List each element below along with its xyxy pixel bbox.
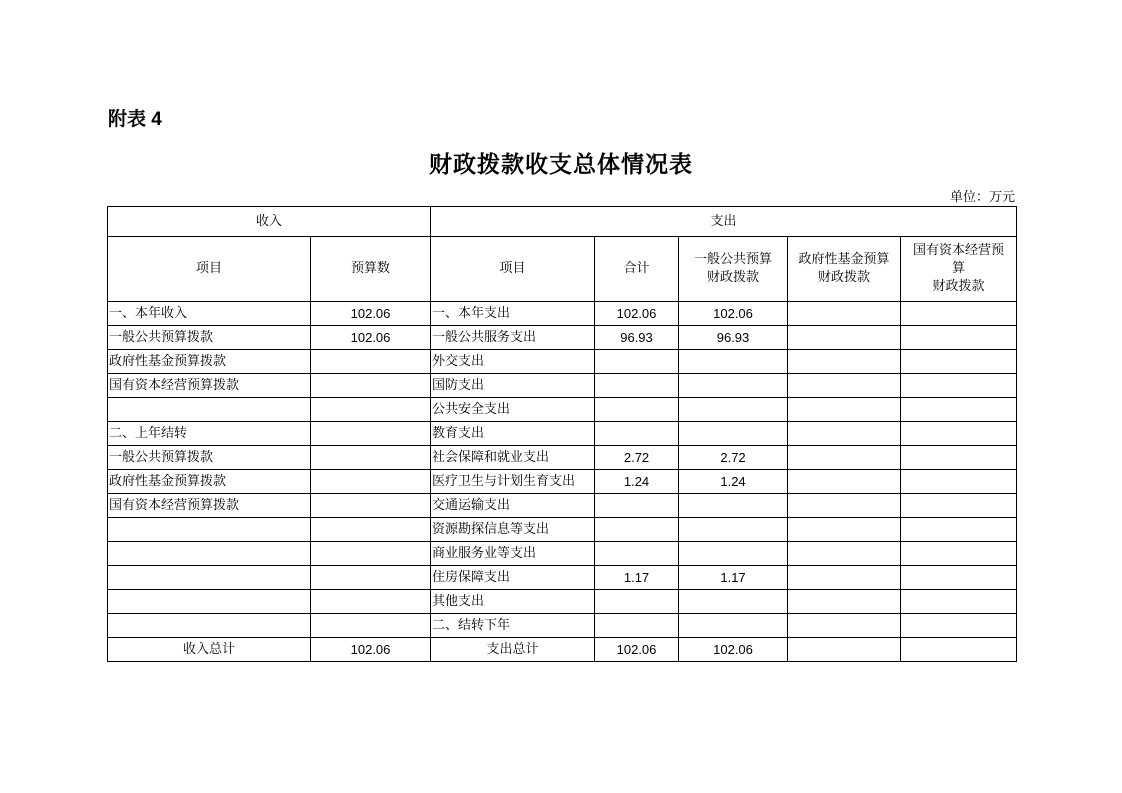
expense-item-cell: 公共安全支出 xyxy=(431,398,595,422)
expense-total-cell xyxy=(595,422,679,446)
expense-soe-header-line2: 算 xyxy=(952,261,966,276)
expense-total-value: 102.06 xyxy=(595,638,679,662)
income-budget-cell: 102.06 xyxy=(311,326,431,350)
income-item-cell: 政府性基金预算拨款 xyxy=(108,350,311,374)
income-budget-cell xyxy=(311,614,431,638)
expense-item-cell: 资源勘探信息等支出 xyxy=(431,518,595,542)
expense-soe-cell xyxy=(901,374,1017,398)
expense-fund-cell xyxy=(788,470,901,494)
income-budget-cell xyxy=(311,494,431,518)
expense-general-cell: 1.24 xyxy=(679,470,788,494)
income-item-cell: 一、本年收入 xyxy=(108,302,311,326)
income-item-cell xyxy=(108,566,311,590)
table-row xyxy=(108,350,1017,374)
expense-fund-cell xyxy=(788,542,901,566)
income-budget-header: 预算数 xyxy=(311,237,431,302)
table-row xyxy=(108,518,1017,542)
expense-general-total: 102.06 xyxy=(679,638,788,662)
expense-general-cell xyxy=(679,494,788,518)
income-budget-cell: 102.06 xyxy=(311,302,431,326)
expense-fund-cell xyxy=(788,518,901,542)
table-row xyxy=(108,542,1017,566)
expense-general-cell xyxy=(679,518,788,542)
expense-general-cell xyxy=(679,614,788,638)
income-budget-cell xyxy=(311,374,431,398)
income-budget-cell xyxy=(311,398,431,422)
expense-general-cell xyxy=(679,374,788,398)
expense-soe-cell xyxy=(901,542,1017,566)
expense-total-cell xyxy=(595,518,679,542)
expense-soe-header xyxy=(901,237,1017,302)
budget-table xyxy=(107,206,1017,662)
expense-soe-cell xyxy=(901,446,1017,470)
expense-general-header xyxy=(679,237,788,302)
expense-total-header: 合计 xyxy=(595,237,679,302)
expense-total-cell: 1.17 xyxy=(595,566,679,590)
expense-total-cell xyxy=(595,494,679,518)
income-budget-cell xyxy=(311,446,431,470)
expense-total-cell: 1.24 xyxy=(595,470,679,494)
expense-total-cell: 102.06 xyxy=(595,302,679,326)
income-item-cell: 政府性基金预算拨款 xyxy=(108,470,311,494)
expense-general-cell: 102.06 xyxy=(679,302,788,326)
expense-fund-cell xyxy=(788,326,901,350)
income-item-header: 项目 xyxy=(108,237,311,302)
expense-soe-total xyxy=(901,638,1017,662)
expense-total-cell xyxy=(595,374,679,398)
expense-general-header-line1: 一般公共预算 xyxy=(694,252,773,267)
expense-soe-cell xyxy=(901,398,1017,422)
expense-soe-header-line1: 国有资本经营预 xyxy=(913,243,1005,258)
income-item-cell: 一般公共预算拨款 xyxy=(108,446,311,470)
header-row-top xyxy=(108,207,1017,237)
expense-fund-cell xyxy=(788,422,901,446)
expense-general-cell xyxy=(679,398,788,422)
table-row xyxy=(108,470,1017,494)
expense-general-cell xyxy=(679,350,788,374)
attachment-label: 附表 4 xyxy=(108,109,162,130)
table-row xyxy=(108,302,1017,326)
expense-total-cell xyxy=(595,590,679,614)
expense-item-cell: 社会保障和就业支出 xyxy=(431,446,595,470)
income-item-cell: 一般公共预算拨款 xyxy=(108,326,311,350)
expense-total-label: 支出总计 xyxy=(431,638,595,662)
expense-soe-cell xyxy=(901,566,1017,590)
expense-general-cell xyxy=(679,542,788,566)
expense-general-cell xyxy=(679,590,788,614)
table-row xyxy=(108,566,1017,590)
table-row xyxy=(108,446,1017,470)
expense-item-cell: 外交支出 xyxy=(431,350,595,374)
expense-soe-cell xyxy=(901,614,1017,638)
expense-total-cell: 2.72 xyxy=(595,446,679,470)
table-row xyxy=(108,494,1017,518)
header-row-columns xyxy=(108,237,1017,302)
expense-item-cell: 二、结转下年 xyxy=(431,614,595,638)
expense-general-cell xyxy=(679,422,788,446)
income-budget-cell xyxy=(311,566,431,590)
income-budget-cell xyxy=(311,542,431,566)
expense-general-cell: 2.72 xyxy=(679,446,788,470)
expense-soe-cell xyxy=(901,422,1017,446)
table-row xyxy=(108,422,1017,446)
expense-soe-cell xyxy=(901,326,1017,350)
expense-item-cell: 住房保障支出 xyxy=(431,566,595,590)
expense-item-cell: 商业服务业等支出 xyxy=(431,542,595,566)
table-row xyxy=(108,374,1017,398)
income-item-cell: 国有资本经营预算拨款 xyxy=(108,374,311,398)
expense-fund-header-line2: 财政拨款 xyxy=(818,270,871,285)
income-budget-cell xyxy=(311,350,431,374)
expense-item-cell: 一、本年支出 xyxy=(431,302,595,326)
expense-general-header-line2: 财政拨款 xyxy=(707,270,760,285)
income-budget-cell xyxy=(311,470,431,494)
expense-soe-cell xyxy=(901,494,1017,518)
unit-label: 单位：万元 xyxy=(949,190,1015,205)
table-row xyxy=(108,590,1017,614)
income-item-cell: 二、上年结转 xyxy=(108,422,311,446)
page-title: 财政拨款收支总体情况表 xyxy=(429,151,693,178)
expense-total-cell: 96.93 xyxy=(595,326,679,350)
expense-fund-header-line1: 政府性基金预算 xyxy=(798,252,890,267)
expense-header: 支出 xyxy=(431,207,1017,237)
expense-item-cell: 一般公共服务支出 xyxy=(431,326,595,350)
expense-item-cell: 医疗卫生与计划生育支出 xyxy=(431,470,595,494)
income-header: 收入 xyxy=(108,207,431,237)
expense-item-cell: 国防支出 xyxy=(431,374,595,398)
expense-total-cell xyxy=(595,398,679,422)
expense-total-cell xyxy=(595,542,679,566)
income-item-cell: 国有资本经营预算拨款 xyxy=(108,494,311,518)
expense-item-header: 项目 xyxy=(431,237,595,302)
expense-soe-cell xyxy=(901,590,1017,614)
expense-fund-cell xyxy=(788,614,901,638)
income-budget-cell xyxy=(311,518,431,542)
income-item-cell xyxy=(108,590,311,614)
expense-total-cell xyxy=(595,350,679,374)
expense-fund-cell xyxy=(788,590,901,614)
expense-soe-cell xyxy=(901,302,1017,326)
expense-item-cell: 其他支出 xyxy=(431,590,595,614)
expense-fund-header xyxy=(788,237,901,302)
table-row xyxy=(108,614,1017,638)
expense-fund-cell xyxy=(788,350,901,374)
income-item-cell xyxy=(108,398,311,422)
expense-total-cell xyxy=(595,614,679,638)
expense-fund-total xyxy=(788,638,901,662)
expense-fund-cell xyxy=(788,302,901,326)
table-row xyxy=(108,326,1017,350)
income-total-label: 收入总计 xyxy=(108,638,311,662)
income-budget-cell xyxy=(311,590,431,614)
income-item-cell xyxy=(108,614,311,638)
income-item-cell xyxy=(108,518,311,542)
income-total-value: 102.06 xyxy=(311,638,431,662)
income-item-cell xyxy=(108,542,311,566)
expense-fund-cell xyxy=(788,374,901,398)
expense-general-cell: 1.17 xyxy=(679,566,788,590)
expense-item-cell: 教育支出 xyxy=(431,422,595,446)
totals-row xyxy=(108,638,1017,662)
table-row xyxy=(108,398,1017,422)
expense-fund-cell xyxy=(788,566,901,590)
expense-soe-header-line3: 财政拨款 xyxy=(932,279,985,294)
expense-soe-cell xyxy=(901,350,1017,374)
expense-fund-cell xyxy=(788,398,901,422)
income-budget-cell xyxy=(311,422,431,446)
expense-fund-cell xyxy=(788,494,901,518)
expense-soe-cell xyxy=(901,518,1017,542)
expense-soe-cell xyxy=(901,470,1017,494)
expense-fund-cell xyxy=(788,446,901,470)
expense-item-cell: 交通运输支出 xyxy=(431,494,595,518)
expense-general-cell: 96.93 xyxy=(679,326,788,350)
